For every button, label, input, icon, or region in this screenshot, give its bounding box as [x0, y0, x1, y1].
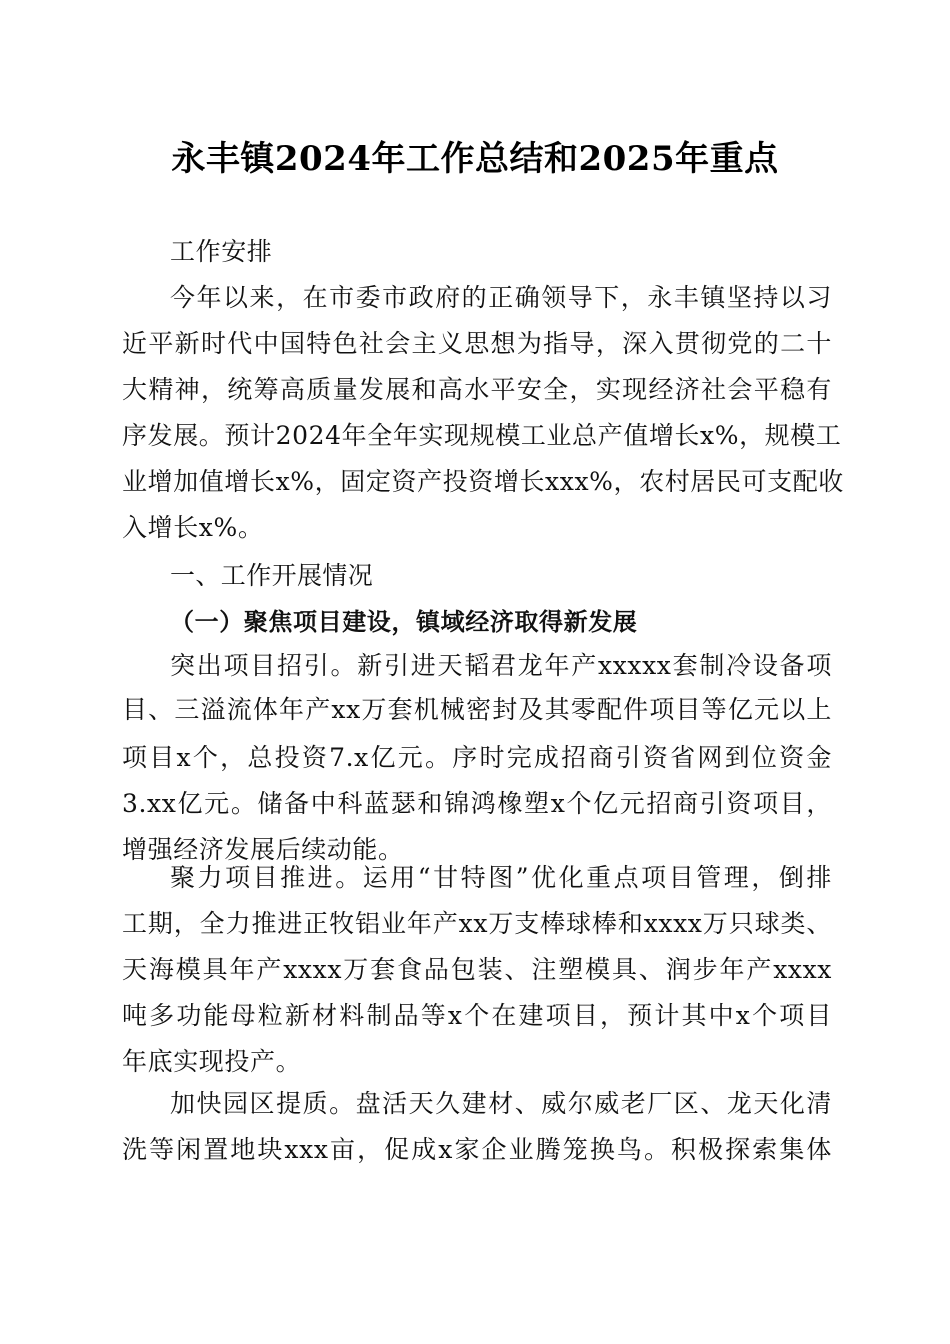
intro-line: 入增长x%。: [122, 513, 264, 542]
intro-line: 今年以来，在市委市政府的正确领导下，永丰镇坚持以习: [170, 283, 832, 312]
intro-line: 序发展。预计2024年全年实现规模工业总产值增长x%，规模工: [122, 421, 842, 450]
paragraph-line: 吨多功能母粒新材料制品等x个在建项目，预计其中x个项目: [122, 1001, 832, 1030]
subsection-heading: （一）聚焦项目建设，镇域经济取得新发展: [170, 607, 638, 636]
intro-line: 近平新时代中国特色社会主义思想为指导，深入贯彻党的二十: [122, 329, 832, 358]
paragraph-line: 聚力项目推进。运用“甘特图”优化重点项目管理，倒排: [170, 863, 832, 892]
paragraph-line: 突出项目招引。新引进天韬君龙年产xxxxx套制冷设备项: [170, 651, 832, 680]
paragraph-line: 洗等闲置地块xxx亩，促成x家企业腾笼换鸟。积极探索集体: [122, 1135, 832, 1164]
paragraph-line: 项目x个，总投资7.x亿元。序时完成招商引资省网到位资金: [122, 743, 832, 772]
subtitle-line: 工作安排: [170, 237, 273, 266]
document-title: 永丰镇2024年工作总结和2025年重点: [171, 139, 779, 179]
paragraph-line: 加快园区提质。盘活天久建材、威尔威老厂区、龙天化清: [170, 1089, 832, 1118]
paragraph-line: 3.xx亿元。储备中科蓝瑟和锦鸿橡塑x个亿元招商引资项目，: [122, 789, 832, 818]
paragraph-line: 天海模具年产xxxx万套食品包装、注塑模具、润步年产xxxx: [122, 955, 832, 984]
intro-line: 大精神，统筹高质量发展和高水平安全，实现经济社会平稳有: [122, 375, 832, 404]
paragraph-line: 工期，全力推进正牧铝业年产xx万支棒球棒和xxxx万只球类、: [122, 909, 832, 938]
section-heading: 一、工作开展情况: [170, 561, 374, 590]
intro-line: 业增加值增长x%，固定资产投资增长xxx%，农村居民可支配收: [122, 467, 844, 496]
paragraph-line: 年底实现投产。: [122, 1047, 302, 1076]
paragraph-line: 目、三溢流体年产xx万套机械密封及其零配件项目等亿元以上: [122, 695, 832, 724]
paragraph-line: 增强经济发展后续动能。: [122, 835, 404, 864]
